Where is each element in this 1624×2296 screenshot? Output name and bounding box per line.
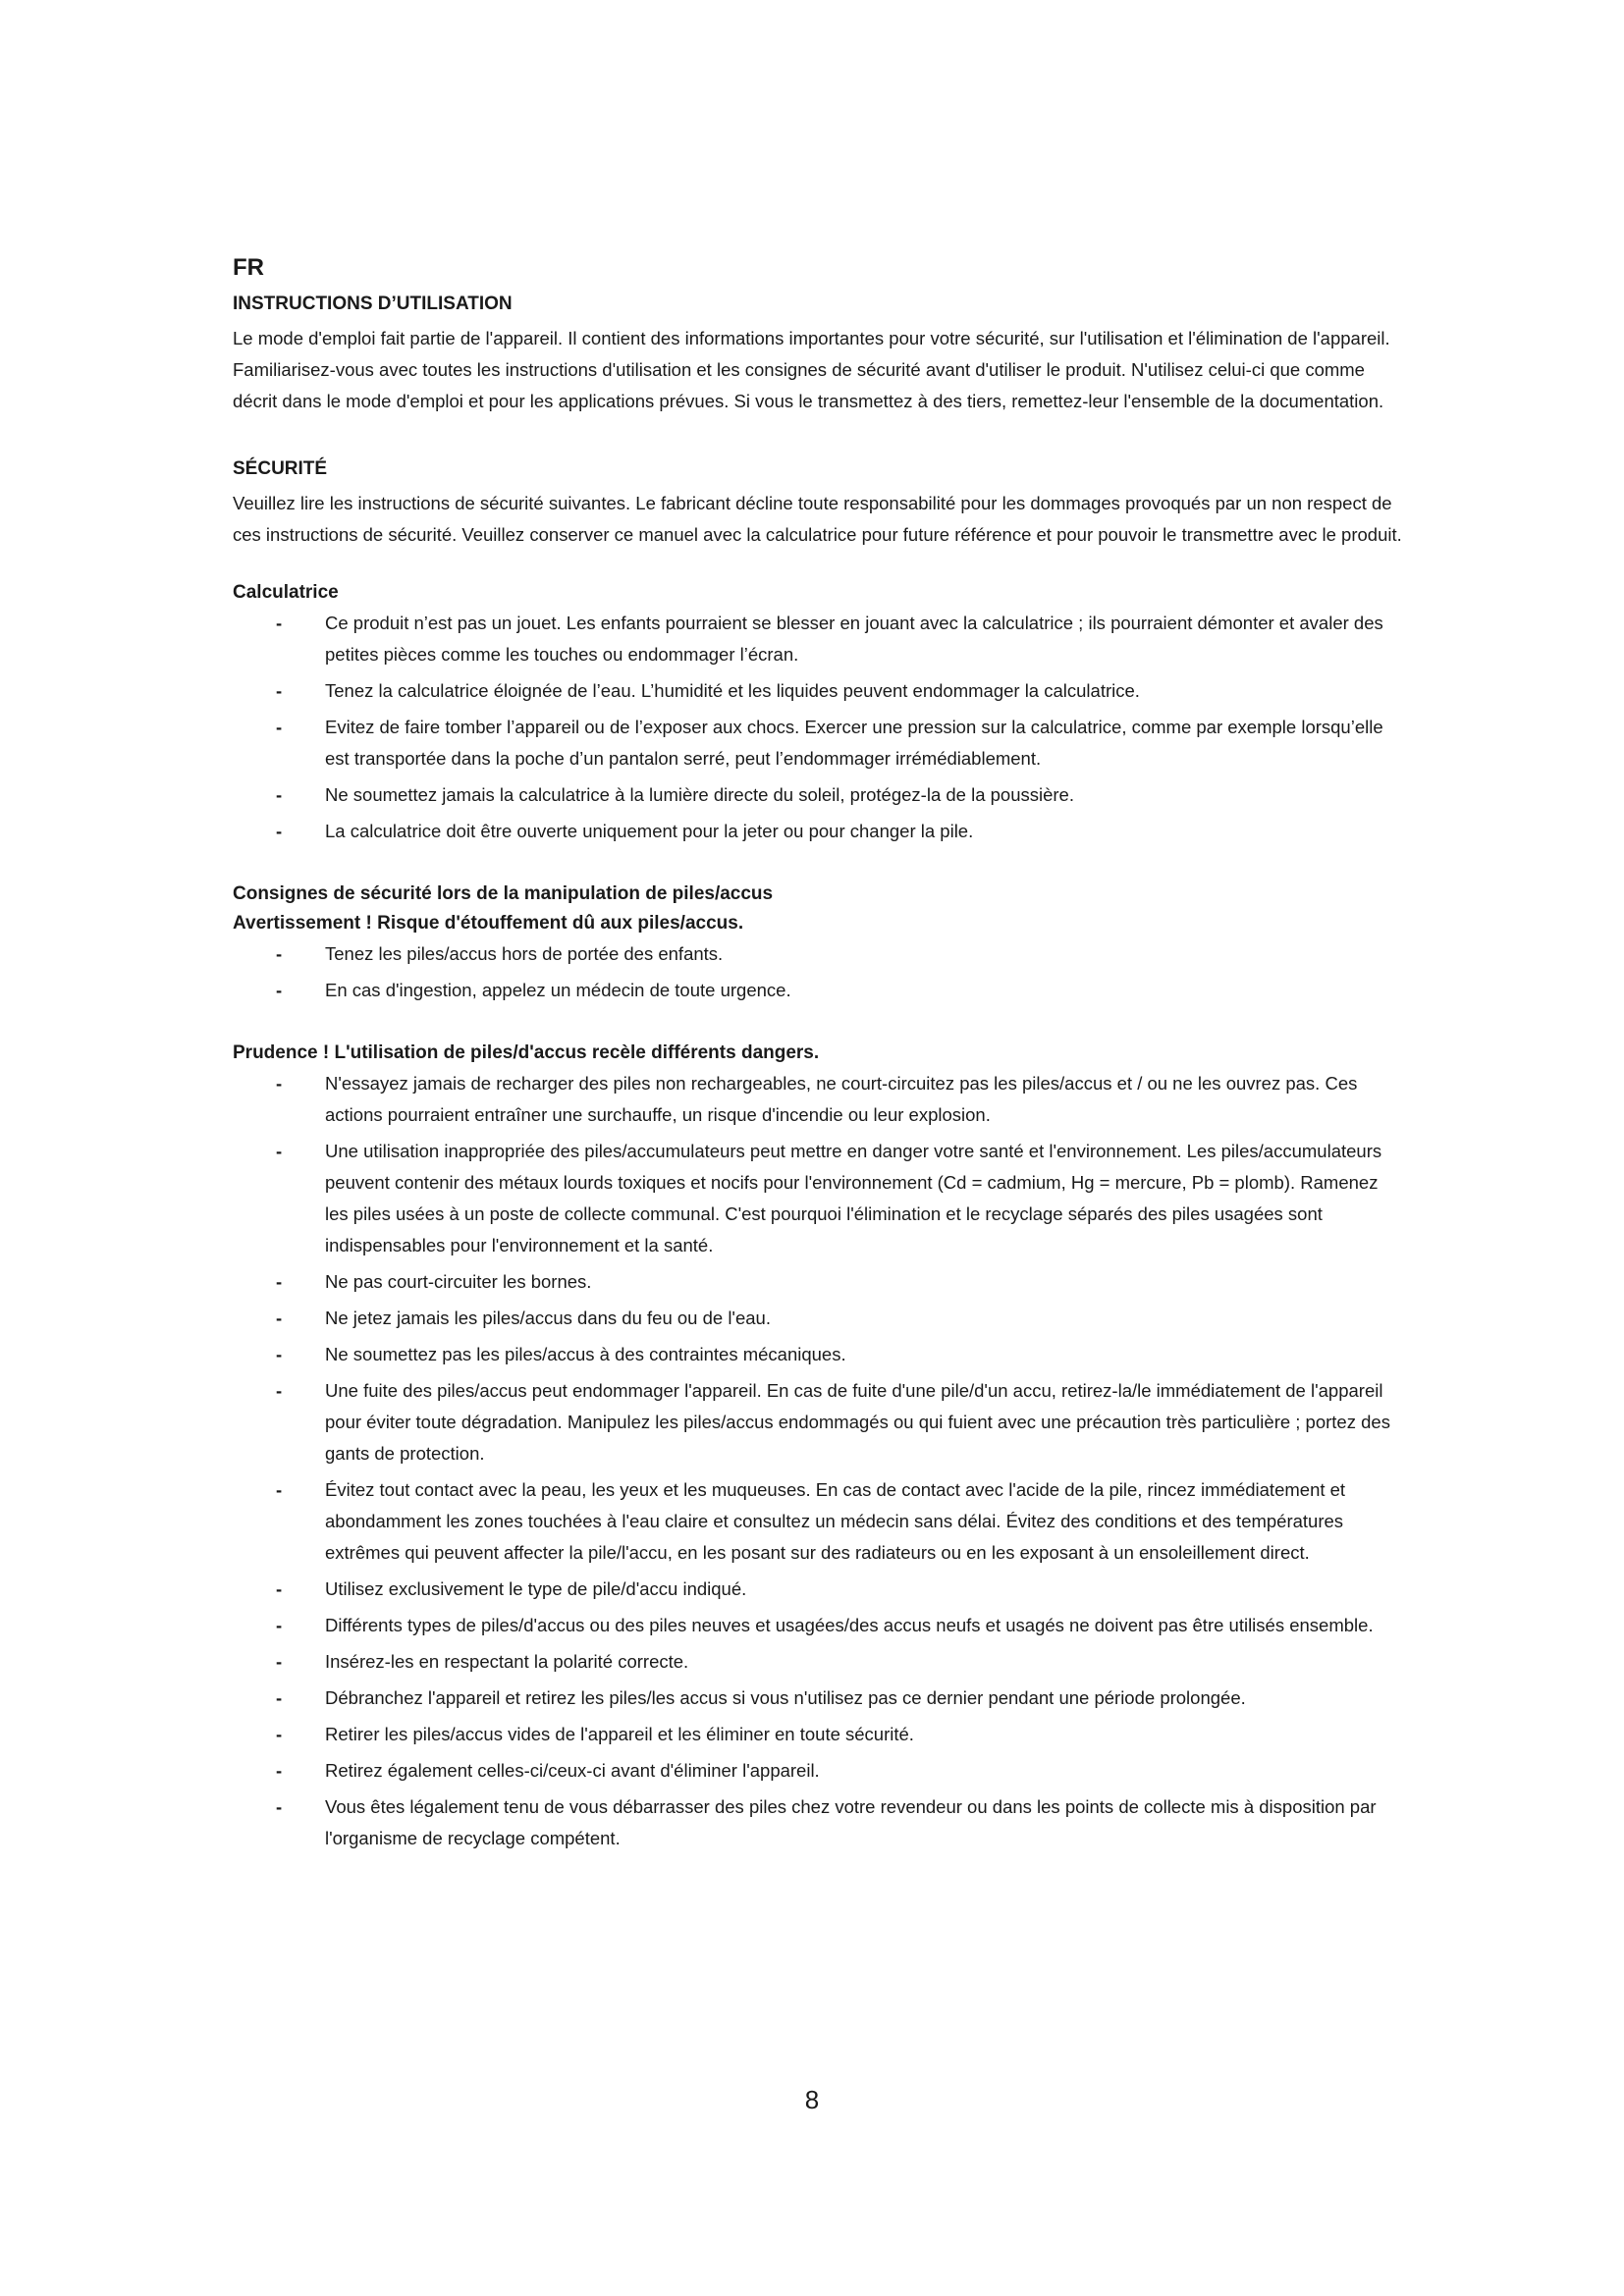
list-item-text: La calculatrice doit être ouverte uniquement pour la jeter ou pour changer la pile. [325,821,974,841]
list-bullet: - [276,1073,283,1094]
list-bullet: - [276,980,283,1000]
list-item-text: Ne soumettez pas les piles/accus à des contraintes mécaniques. [325,1344,846,1364]
calculator-list [233,608,1406,847]
security-paragraph: Veuillez lire les instructions de sécurité suivantes. Le fabricant décline toute responsabilité pour les dommages provoqués par un non respect de ces instructions de sécurité. Veuillez conserver ce manuel avec la calculatrice pour future référence et pour pouvoir le transmettre avec le produit. [233,493,1402,545]
list-item-text: Tenez la calculatrice éloignée de l’eau. L’humidité et les liquides peuvent endommager la calculatrice. [325,680,1140,701]
list-bullet: - [276,784,283,805]
list-bullet: - [276,1141,283,1161]
list-item [233,1791,1406,1854]
list-item [233,675,1406,707]
list-item [233,712,1406,774]
list-item [233,608,1406,670]
list-bullet: - [276,1578,283,1599]
list-item-text: Ce produit n’est pas un jouet. Les enfants pourraient se blesser en jouant avec la calculatrice ; ils pourraient démonter et avaler des petites pièces comme les touches ou endommager l’écran. [325,613,1383,665]
list-item [233,779,1406,811]
list-item [233,975,1406,1006]
list-bullet: - [276,1271,283,1292]
list-item [233,1574,1406,1605]
list-item-text: Evitez de faire tomber l’appareil ou de l’exposer aux chocs. Exercer une pression sur la calculatrice, comme par exemple lorsqu’elle est transportée dans la poche d’un pantalon serré, peut l’endommager irrémédiablement. [325,717,1383,769]
caution-list [233,1068,1406,1854]
list-item-text: Une fuite des piles/accus peut endommager l'appareil. En cas de fuite d'une pile/d'un accu, retirez-la/le immédiatement de l'appareil pour éviter toute dégradation. Manipulez les piles/accus endommagés ou qui fuient avec une précaution très particulière ; portez des gants de protection. [325,1380,1390,1464]
list-bullet: - [276,1479,283,1500]
list-bullet: - [276,613,283,633]
list-item [233,1375,1406,1469]
list-bullet: - [276,680,283,701]
intro-heading: INSTRUCTIONS D’UTILISATION [233,294,513,314]
list-item [233,938,1406,970]
page-number: 8 [804,2085,820,2114]
list-item-text: Vous êtes légalement tenu de vous débarrasser des piles chez votre revendeur ou dans les points de collecte mis à disposition par l'organisme de recyclage compétent. [325,1796,1377,1848]
battery-warning-heading: Avertissement ! Risque d'étouffement dû aux piles/accus. [233,913,744,934]
list-item [233,1682,1406,1714]
list-item-text: Différents types de piles/d'accus ou des piles neuves et usagées/des accus neufs et usagés ne doivent pas être utilisés ensemble. [325,1615,1374,1635]
language-label: FR [233,254,264,281]
list-item-text: Utilisez exclusivement le type de pile/d'accu indiqué. [325,1578,747,1599]
list-bullet: - [276,1796,283,1817]
list-item-text: Ne pas court-circuiter les bornes. [325,1271,592,1292]
list-bullet: - [276,1380,283,1401]
list-bullet: - [276,1724,283,1744]
list-item [233,816,1406,847]
caution-heading: Prudence ! L'utilisation de piles/d'accus recèle différents dangers. [233,1042,820,1063]
page-content [233,253,1406,1859]
list-item-text: Retirer les piles/accus vides de l'appareil et les éliminer en toute sécurité. [325,1724,914,1744]
list-item-text: Tenez les piles/accus hors de portée des enfants. [325,943,724,964]
list-item-text: Retirez également celles-ci/ceux-ci avant d'éliminer l'appareil. [325,1760,820,1781]
list-item-text: Une utilisation inappropriée des piles/accumulateurs peut mettre en danger votre santé et l'environnement. Les piles/accumulateurs peuvent contenir des métaux lourds toxiques et nocifs pour l'environnement (Cd = cadmium, Hg = mercure, Pb = plomb). Ramenez les piles usées à un poste de collecte communal. C'est pourquoi l'élimination et le recyclage séparés des piles usagées sont indispensables pour l'environnement et la santé. [325,1141,1382,1255]
list-item-text: Insérez-les en respectant la polarité correcte. [325,1651,689,1672]
list-item [233,1339,1406,1370]
list-bullet: - [276,717,283,737]
list-item [233,1136,1406,1261]
list-item-text: Ne jetez jamais les piles/accus dans du feu ou de l'eau. [325,1308,771,1328]
security-heading: SÉCURITÉ [233,458,328,479]
battery-safety-heading: Consignes de sécurité lors de la manipulation de piles/accus [233,883,774,904]
list-bullet: - [276,1651,283,1672]
list-item-text: En cas d'ingestion, appelez un médecin de toute urgence. [325,980,791,1000]
list-item-text: Ne soumettez jamais la calculatrice à la lumière directe du soleil, protégez-la de la poussière. [325,784,1074,805]
list-item [233,1266,1406,1298]
list-item [233,1303,1406,1334]
list-item [233,1068,1406,1131]
list-item [233,1646,1406,1678]
list-bullet: - [276,821,283,841]
list-bullet: - [276,943,283,964]
intro-paragraph: Le mode d'emploi fait partie de l'appareil. Il contient des informations importantes pour votre sécurité, sur l'utilisation et l'élimination de l'appareil. Familiarisez-vous avec toutes les instructions d'utilisation et les consignes de sécurité avant d'utiliser le produit. N'utilisez celui-ci que comme décrit dans le mode d'emploi et pour les applications prévues. Si vous le transmettez à des tiers, remettez-leur l'ensemble de la documentation. [233,328,1390,411]
list-item [233,1719,1406,1750]
list-item-text: Évitez tout contact avec la peau, les yeux et les muqueuses. En cas de contact avec l'acide de la pile, rincez immédiatement et abondamment les zones touchées à l'eau claire et consultez un médecin sans délai. Évitez des conditions et des températures extrêmes qui peuvent affecter la pile/l'accu, en les posant sur des radiateurs ou en les exposant à un ensoleillement direct. [325,1479,1346,1563]
list-bullet: - [276,1308,283,1328]
list-bullet: - [276,1760,283,1781]
list-item [233,1474,1406,1569]
list-item [233,1610,1406,1641]
list-item-text: N'essayez jamais de recharger des piles non rechargeables, ne court-circuitez pas les piles/accus et / ou ne les ouvrez pas. Ces actions pourraient entraîner une surchauffe, un risque d'incendie ou leur explosion. [325,1073,1358,1125]
list-bullet: - [276,1344,283,1364]
list-bullet: - [276,1687,283,1708]
list-item [233,1755,1406,1787]
list-bullet: - [276,1615,283,1635]
calculator-heading: Calculatrice [233,582,339,603]
battery-safety-list [233,938,1406,1006]
list-item-text: Débranchez l'appareil et retirez les piles/les accus si vous n'utilisez pas ce dernier pendant une période prolongée. [325,1687,1246,1708]
